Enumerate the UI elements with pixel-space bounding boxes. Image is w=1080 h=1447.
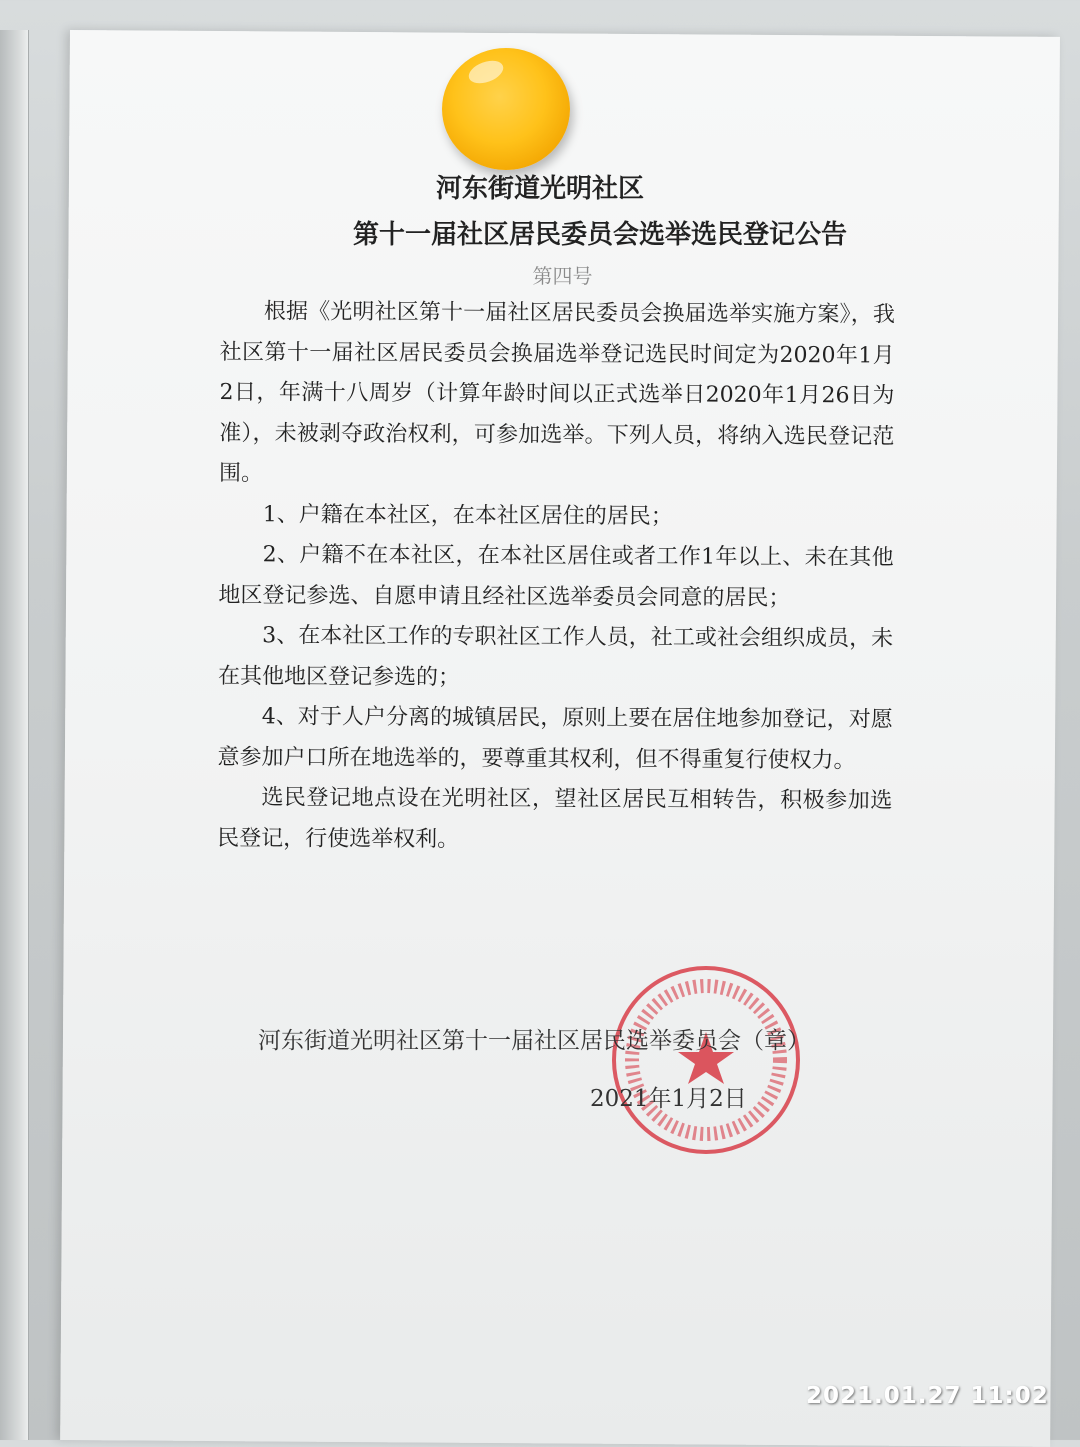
item-2: 2、户籍不在本社区，在本社区居住或者工作1年以上、未在其他地区登记参选、自愿申请且经社区选举委员会同意的居民； xyxy=(218,542,894,611)
yellow-magnet xyxy=(442,48,570,170)
item-3: 3、在本社区工作的专职社区工作人员，社工或社会组织成员，未在其他地区登记参选的； xyxy=(217,623,894,690)
notice-body xyxy=(217,292,895,863)
intro-paragraph: 根据《光明社区第十一届社区居民委员会换届选举实施方案》，我社区第十一届社区居民委员会换届选举登记选民时间定为2020年1月2日，年满十八周岁（计算年龄时间以正式选举日2020年1月26日为准），未被剥夺政治权利，可参加选举。下列人员，将纳入选民登记范围。 xyxy=(218,299,895,487)
star-seal-icon xyxy=(616,970,796,1150)
notice-date: 2021年1月2日 xyxy=(590,1086,747,1112)
official-seal xyxy=(612,966,800,1154)
doc-number: 第四号 xyxy=(532,264,593,288)
notice-title: 第十一届社区居民委员会选举选民登记公告 xyxy=(352,220,847,250)
org-title: 河东街道光明社区 xyxy=(435,174,644,204)
item-4: 4、对于人户分离的城镇居民，原则上要在居住地参加登记，对愿意参加户口所在地选举的，要尊重其权利，但不得重复行使权力。 xyxy=(217,704,893,773)
photo-timestamp: 2021.01.27 11:02 xyxy=(806,1383,1049,1409)
item-1: 1、户籍在本社区，在本社区居住的居民； xyxy=(262,501,673,529)
adjacent-paper-edge xyxy=(0,30,29,1440)
signer-line: 河东街道光明社区第十一届社区居民选举委员会（章） xyxy=(258,1028,810,1054)
closing-paragraph: 选民登记地点设在光明社区，望社区居民互相转告，积极参加选民登记，行使选举权利。 xyxy=(217,785,893,852)
